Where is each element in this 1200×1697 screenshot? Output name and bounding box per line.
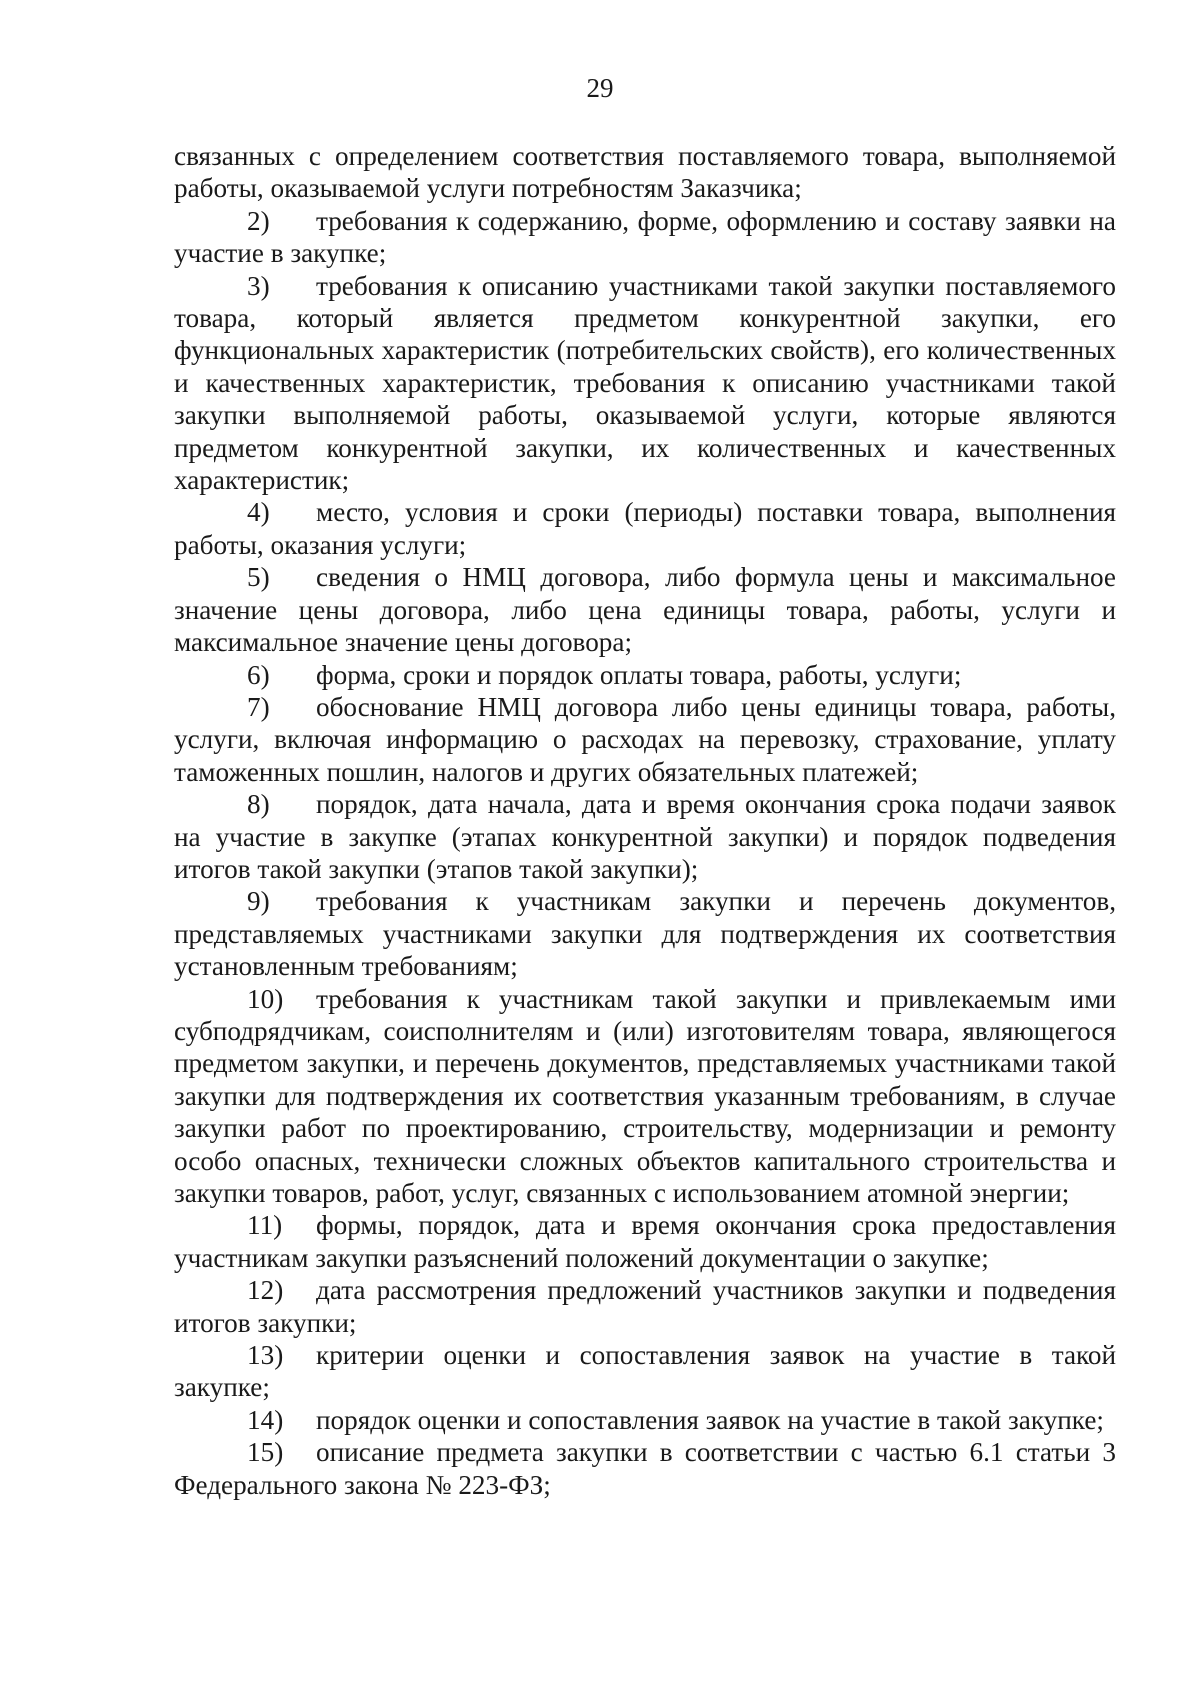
- list-item-text: требования к описанию участниками такой закупки поставляемого товара, который является предметом конкурентной закупки, его функциональных характеристик (потребительских свойств), его количественных и качественных характеристик, требования к описанию участниками такой закупки выполняемой работы, оказываемой услуги, которые являются предметом конкурентной закупки, их количественных и качественных характеристик;: [174, 270, 1116, 496]
- list-item-number: 9): [247, 886, 270, 917]
- list-item: [174, 1436, 1116, 1501]
- list-item: [174, 983, 1116, 1210]
- list-item-text: форма, сроки и порядок оплаты товара, работы, услуги;: [316, 659, 962, 690]
- intro-paragraph: связанных с определением соответствия поставляемого товара, выполняемой работы, оказываемой услуги потребностям Заказчика;: [174, 141, 1116, 204]
- list-item: [174, 1339, 1116, 1404]
- list-item-text: место, условия и сроки (периоды) поставки товара, выполнения работы, оказания услуги;: [174, 497, 1116, 560]
- list-item-text: обоснование НМЦ договора либо цены единицы товара, работы, услуги, включая информацию о расходах на перевозку, страхование, уплату таможенных пошлин, налогов и других обязательных платежей;: [174, 691, 1116, 787]
- list-item-text: критерии оценки и сопоставления заявок на участие в такой закупке;: [174, 1340, 1116, 1403]
- document-body: [174, 140, 1116, 1501]
- list-item: [174, 659, 1116, 691]
- list-item-text: требования к содержанию, форме, оформлению и составу заявки на участие в закупке;: [174, 205, 1116, 269]
- list-item-number: 8): [247, 789, 270, 820]
- list-item-number: 11): [247, 1210, 283, 1241]
- list-item-number: 10): [247, 983, 284, 1014]
- list-item-number: 14): [247, 1404, 284, 1435]
- list-item-number: 5): [247, 562, 270, 593]
- list-item-number: 4): [247, 497, 270, 528]
- list-item: [174, 205, 1116, 270]
- list-item: [174, 561, 1116, 658]
- list-item-text: дата рассмотрения предложений участников закупки и подведения итогов закупки;: [174, 1275, 1116, 1338]
- list-item-number: 6): [247, 659, 270, 690]
- list-item-text: сведения о НМЦ договора, либо формула цены и максимальное значение цены договора, либо цена единицы товара, работы, услуги и максимальное значение цены договора;: [174, 562, 1116, 658]
- list-item-number: 13): [247, 1340, 284, 1371]
- list-item: [174, 496, 1116, 561]
- list-item: [174, 691, 1116, 788]
- list-item: [174, 1274, 1116, 1339]
- list-item: [174, 1209, 1116, 1274]
- list-item-text: порядок, дата начала, дата и время окончания срока подачи заявок на участие в закупке (этапах конкурентной закупки) и порядок подведения итогов такой закупки (этапов такой закупки);: [174, 789, 1116, 884]
- list-item: [174, 270, 1116, 497]
- list-item-text: требования к участникам закупки и перечень документов, представляемых участниками закупки для подтверждения их соответствия установленным требованиям;: [174, 886, 1116, 982]
- list-item-text: требования к участникам такой закупки и привлекаемым ими субподрядчикам, соисполнителям и (или) изготовителям товара, являющегося предметом закупки, и перечень документов, представляемых участниками такой закупки для подтверждения их соответствия указанным требованиям, в случае закупки работ по проектированию, строительству, модернизации и ремонту особо опасных, технически сложных объектов капитального строительства и закупки товаров, работ, услуг, связанных с использованием атомной энергии;: [174, 983, 1116, 1208]
- list-item-text: порядок оценки и сопоставления заявок на участие в такой закупке;: [316, 1404, 1104, 1435]
- page-number: 29: [586, 73, 614, 103]
- list-item-number: 15): [247, 1437, 284, 1468]
- list-item-number: 7): [247, 691, 270, 722]
- list-item-text: формы, порядок, дата и время окончания срока предоставления участникам закупки разъяснений положений документации о закупке;: [174, 1210, 1116, 1273]
- list-item-number: 2): [247, 205, 270, 236]
- list-item: [174, 885, 1116, 982]
- list-item-text: описание предмета закупки в соответствии с частью 6.1 статьи 3 Федерального закона № 223-ФЗ;: [174, 1437, 1116, 1500]
- list-item-number: 3): [247, 270, 270, 301]
- list-item: [174, 1404, 1116, 1436]
- list-item-number: 12): [247, 1275, 284, 1306]
- list-item: [174, 788, 1116, 885]
